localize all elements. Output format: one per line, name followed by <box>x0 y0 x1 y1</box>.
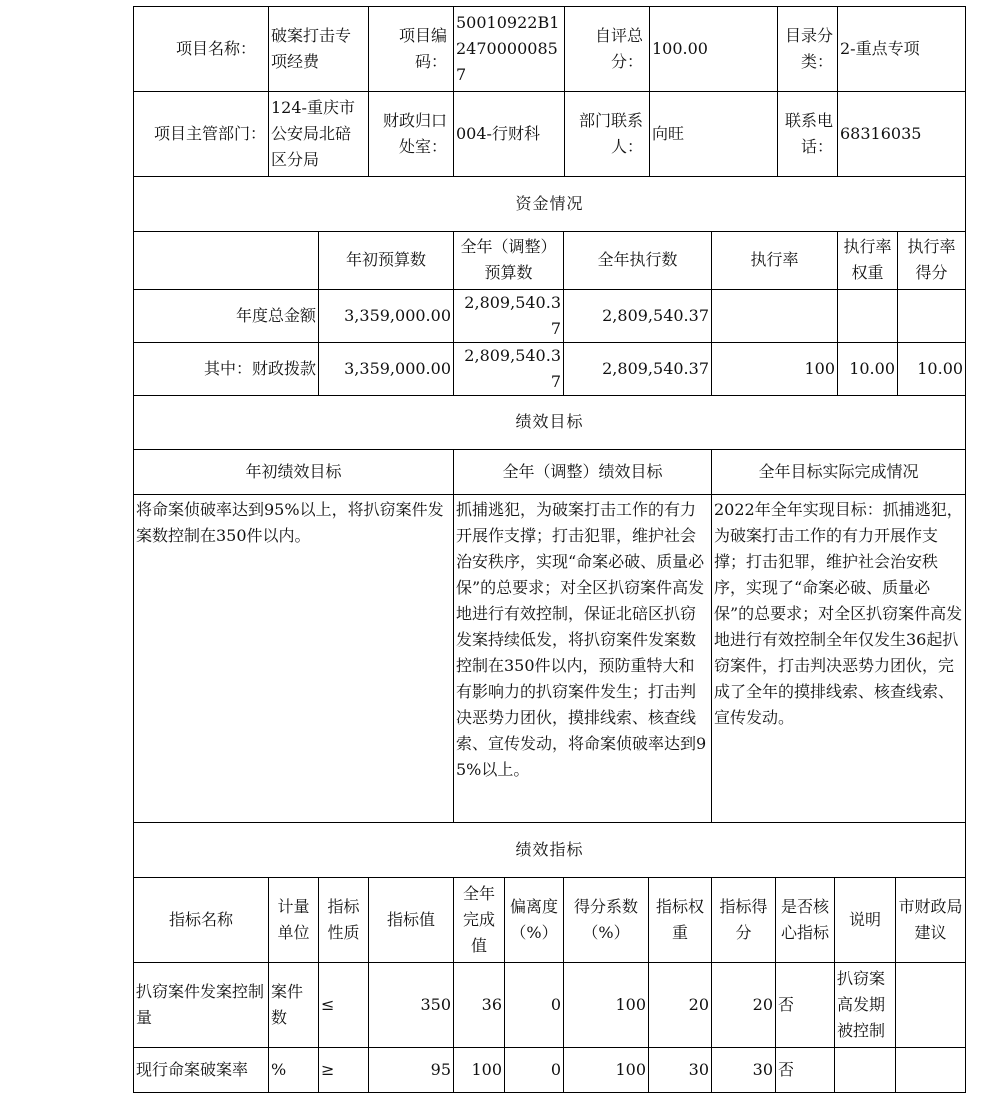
goals-section-title: 绩效目标 <box>134 396 966 450</box>
ind-header-score: 指标得分 <box>712 877 776 962</box>
ind-cell-note: 扒窃案高发期被控制 <box>835 962 896 1047</box>
project-info-table <box>133 6 966 177</box>
ind-header-nature: 指标性质 <box>319 877 369 962</box>
ind-header-unit: 计量单位 <box>269 877 319 962</box>
ind-cell-core: 否 <box>776 1047 835 1092</box>
ind-cell-coef: 100 <box>564 1047 649 1092</box>
funds-header-rate: 执行率 <box>712 231 838 289</box>
ind-cell-actual: 36 <box>454 962 505 1047</box>
goal-actual-text: 2022年全年实现目标：抓捕逃犯，为破案打击工作的有力开展作支撑；打击犯罪，维护社会治安秩序，实现了“命案必破、质量必保”的总要求；对全区扒窃案件高发地进行有效控制全年仅发生36起扒窃案件，打击判决恶势力团伙，完成了全年的摸排线索、核查线索、宣传发动。 <box>712 495 966 823</box>
indicators-section-title: 绩效指标 <box>134 823 966 877</box>
ind-cell-weight: 30 <box>649 1047 712 1092</box>
contact: 向旺 <box>650 92 778 177</box>
funds-row <box>134 342 966 395</box>
funds-section-title: 资金情况 <box>134 177 966 231</box>
funds-cell-score <box>898 289 966 342</box>
catalog-label: 目录分类： <box>778 7 838 92</box>
dept: 124-重庆市公安局北碚区分局 <box>269 92 369 177</box>
ind-cell-coef: 100 <box>564 962 649 1047</box>
project-name-label: 项目名称： <box>134 7 269 92</box>
ind-header-note: 说明 <box>835 877 896 962</box>
ind-cell-deviation: 0 <box>505 1047 564 1092</box>
goals-header-initial: 年初绩效目标 <box>134 450 454 495</box>
ind-cell-name: 现行命案破案率 <box>134 1047 269 1092</box>
ind-cell-score: 30 <box>712 1047 776 1092</box>
finance-office: 004-行财科 <box>454 92 565 177</box>
project-name: 破案打击专项经费 <box>269 7 369 92</box>
funds-row-label: 年度总金额 <box>134 289 319 342</box>
funds-header-weight: 执行率权重 <box>838 231 898 289</box>
indicator-row <box>134 1047 966 1092</box>
ind-header-coef: 得分系数（%） <box>564 877 649 962</box>
funds-cell-executed: 2,809,540.37 <box>564 289 712 342</box>
funds-cell-initial: 3,359,000.00 <box>319 289 454 342</box>
ind-cell-note <box>835 1047 896 1092</box>
self-score-label: 自评总分： <box>565 7 650 92</box>
ind-cell-target: 95 <box>369 1047 454 1092</box>
ind-cell-score: 20 <box>712 962 776 1047</box>
funds-cell-executed: 2,809,540.37 <box>564 342 712 395</box>
ind-header-advice: 市财政局建议 <box>896 877 966 962</box>
dept-label: 项目主管部门： <box>134 92 269 177</box>
ind-cell-advice <box>896 962 966 1047</box>
funds-cell-initial: 3,359,000.00 <box>319 342 454 395</box>
evaluation-form <box>133 6 965 1093</box>
ind-cell-unit: 案件数 <box>269 962 319 1047</box>
ind-cell-name: 扒窃案件发案控制量 <box>134 962 269 1047</box>
funds-cell-score: 10.00 <box>898 342 966 395</box>
goal-initial-text: 将命案侦破率达到95%以上，将扒窃案件发案数控制在350件以内。 <box>134 495 454 823</box>
project-code: 50010922B124700000857 <box>454 7 565 92</box>
ind-cell-nature: ≤ <box>319 962 369 1047</box>
funds-cell-rate <box>712 289 838 342</box>
indicator-row <box>134 962 966 1047</box>
ind-cell-advice <box>896 1047 966 1092</box>
funds-header-score: 执行率得分 <box>898 231 966 289</box>
funds-header-blank <box>134 231 319 289</box>
ind-cell-nature: ≥ <box>319 1047 369 1092</box>
ind-header-target: 指标值 <box>369 877 454 962</box>
goals-header-adjusted: 全年（调整）绩效目标 <box>454 450 712 495</box>
phone: 68316035 <box>838 92 966 177</box>
ind-header-actual: 全年完成值 <box>454 877 505 962</box>
ind-cell-unit: % <box>269 1047 319 1092</box>
contact-label: 部门联系人： <box>565 92 650 177</box>
funds-cell-adjusted: 2,809,540.37 <box>454 342 564 395</box>
funds-row <box>134 289 966 342</box>
funds-row-label: 其中：财政拨款 <box>134 342 319 395</box>
ind-header-deviation: 偏离度（%） <box>505 877 564 962</box>
ind-cell-deviation: 0 <box>505 962 564 1047</box>
finance-office-label: 财政归口处室： <box>369 92 454 177</box>
funds-header-adjusted: 全年（调整）预算数 <box>454 231 564 289</box>
phone-label: 联系电话： <box>778 92 838 177</box>
goal-adjusted-text: 抓捕逃犯，为破案打击工作的有力开展作支撑；打击犯罪，维护社会治安秩序，实现“命案必破、质量必保”的总要求；对全区扒窃案件高发地进行有效控制，保证北碚区扒窃发案持续低发，将扒窃案件发案数控制在350件以内，预防重特大和有影响力的扒窃案件发生；打击判决恶势力团伙，摸排线索、核查线索、宣传发动，将命案侦破率达到95%以上。 <box>454 495 712 823</box>
goals-table <box>133 396 966 824</box>
ind-cell-actual: 100 <box>454 1047 505 1092</box>
ind-cell-weight: 20 <box>649 962 712 1047</box>
ind-cell-target: 350 <box>369 962 454 1047</box>
funds-header-initial: 年初预算数 <box>319 231 454 289</box>
funds-cell-rate: 100 <box>712 342 838 395</box>
ind-header-weight: 指标权重 <box>649 877 712 962</box>
funds-cell-adjusted: 2,809,540.37 <box>454 289 564 342</box>
funds-cell-weight: 10.00 <box>838 342 898 395</box>
project-code-label: 项目编码： <box>369 7 454 92</box>
goals-header-actual: 全年目标实际完成情况 <box>712 450 966 495</box>
self-score: 100.00 <box>650 7 778 92</box>
funds-table <box>133 177 966 396</box>
funds-cell-weight <box>838 289 898 342</box>
ind-header-name: 指标名称 <box>134 877 269 962</box>
ind-header-core: 是否核心指标 <box>776 877 835 962</box>
catalog: 2-重点专项 <box>838 7 966 92</box>
ind-cell-core: 否 <box>776 962 835 1047</box>
funds-header-executed: 全年执行数 <box>564 231 712 289</box>
indicators-table <box>133 823 966 1093</box>
